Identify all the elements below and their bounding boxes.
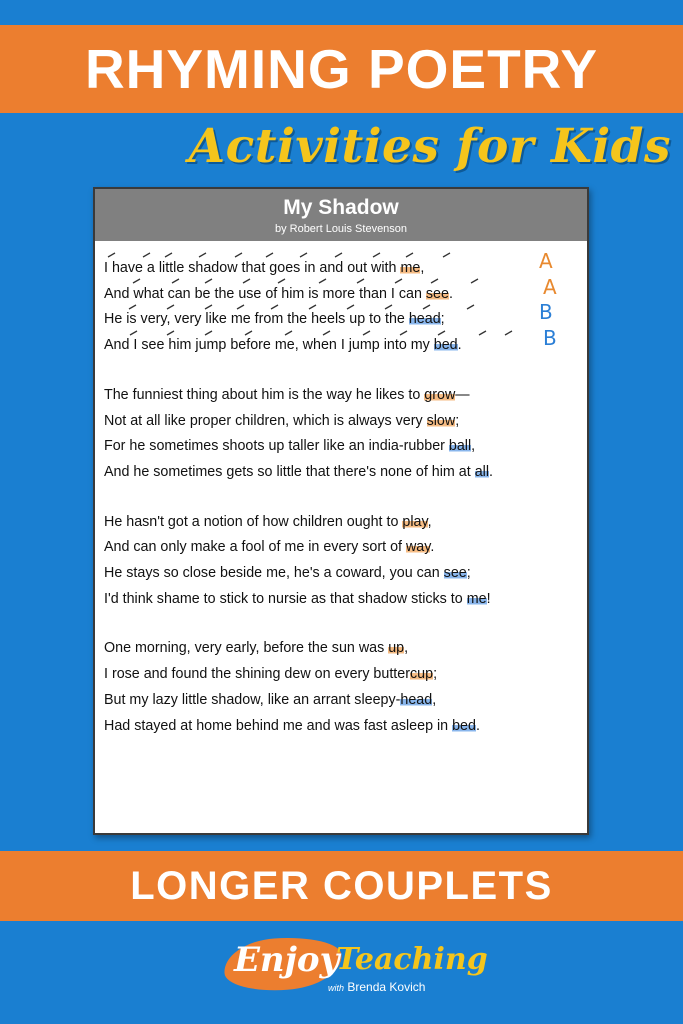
rhyme-word: ball [448, 438, 472, 455]
line-punctuation: — [455, 386, 470, 403]
footer-banner-label: LONGER COUPLETS [130, 863, 553, 908]
poem-title: My Shadow [283, 196, 399, 219]
rhyme-scheme [539, 249, 569, 352]
poem-line [104, 587, 581, 613]
poem-line [104, 409, 581, 435]
poem-line [104, 460, 581, 486]
line-punctuation: , [420, 260, 425, 276]
line-punctuation: . [448, 285, 453, 302]
rhyme-scheme-letter: A [539, 249, 553, 273]
stanza [104, 256, 581, 359]
line-text: One morning, very early, before the sun was [104, 640, 389, 657]
line-text: He hasn't got a notion of how children ought to [104, 513, 403, 530]
line-punctuation: , [471, 438, 476, 455]
enjoy-teaching-logo [224, 932, 488, 1006]
poem-line [104, 256, 581, 282]
rhyme-scheme-letter: B [543, 326, 557, 351]
poem-line [104, 561, 581, 587]
line-punctuation: ; [455, 412, 460, 429]
poem-line [104, 510, 581, 536]
rhyme-word: me [400, 260, 421, 276]
logo-with: with [328, 983, 345, 993]
rhyme-scheme-letter: A [543, 274, 557, 299]
logo-enjoy: Enjoy [234, 940, 340, 980]
page-title: RHYMING POETRY [84, 38, 599, 100]
line-punctuation: . [430, 539, 435, 556]
line-punctuation: , [432, 691, 437, 708]
rhyme-word: play [402, 513, 428, 530]
line-text: I rose and found the shining dew on every butter [104, 666, 410, 683]
poem-line [104, 434, 581, 460]
line-text: I'd think shame to stick to nursie as that shadow sticks to [104, 590, 467, 607]
rhyme-word: me [466, 590, 487, 607]
line-text: He is very, very like me from the heels up to the [104, 311, 409, 328]
poem-line [104, 662, 581, 688]
title-banner [0, 25, 683, 113]
line-text: And what can be the use of him is more than I can [104, 285, 426, 302]
poem-line [104, 688, 581, 714]
rhyme-word: grow [424, 386, 456, 403]
line-text: But my lazy little shadow, like an arrant sleepy- [104, 691, 401, 708]
rhyme-word: head [400, 691, 433, 708]
poem-line [104, 714, 581, 740]
line-text: And can only make a fool of me in every sort of [104, 539, 406, 556]
line-punctuation: , [404, 640, 409, 657]
line-punctuation: ; [433, 666, 438, 683]
poem-card [93, 187, 589, 835]
poem-line [104, 535, 581, 561]
rhyme-word: see [443, 565, 467, 582]
subtitle: Activities for Kids [188, 119, 671, 174]
rhyme-word: cup [410, 666, 434, 683]
poem-line [104, 282, 581, 308]
line-punctuation: ; [440, 311, 445, 328]
footer-banner [0, 851, 683, 921]
line-text: The funniest thing about him is the way he likes to [104, 386, 425, 403]
line-text: Had stayed at home behind me and was fast asleep in [104, 717, 453, 734]
logo-author: Brenda Kovich [347, 980, 426, 994]
logo-teaching: Teaching [336, 942, 488, 977]
rhyme-word: way [405, 539, 431, 556]
line-text: Not at all like proper children, which is always very [104, 412, 427, 429]
line-text: He stays so close beside me, he's a coward, you can [104, 565, 444, 582]
line-punctuation: ! [486, 590, 491, 607]
rhyme-word: slow [426, 412, 456, 429]
poem-line [104, 383, 581, 409]
line-text: And he sometimes gets so little that there's none of him at [104, 463, 475, 480]
stanza [104, 383, 581, 486]
poem-body [104, 256, 581, 763]
rhyme-scheme-letter: B [539, 300, 553, 325]
rhyme-word: up [388, 640, 405, 657]
poem-author: by Robert Louis Stevenson [274, 223, 408, 235]
line-text: And I see him jump before me, when I jump into my [104, 337, 434, 354]
line-text: I have a little shadow that goes in and out with [104, 260, 401, 276]
line-punctuation: , [427, 513, 432, 530]
logo-byline [328, 980, 425, 994]
stanza [104, 636, 581, 739]
rhyme-word: all [474, 463, 489, 480]
line-punctuation: ; [466, 565, 471, 582]
rhyme-word: bed [433, 337, 458, 354]
stanza [104, 510, 581, 613]
poem-header [95, 189, 587, 241]
poem-line [104, 333, 581, 359]
line-text: For he sometimes shoots up taller like an india-rubber [104, 438, 449, 455]
line-punctuation: . [489, 463, 493, 480]
poem-line [104, 636, 581, 662]
line-punctuation: . [475, 717, 480, 734]
rhyme-word: bed [452, 717, 476, 734]
poem-line [104, 307, 581, 333]
line-punctuation: . [457, 337, 462, 354]
rhyme-word: see [425, 285, 449, 302]
rhyme-word: head [408, 311, 441, 328]
